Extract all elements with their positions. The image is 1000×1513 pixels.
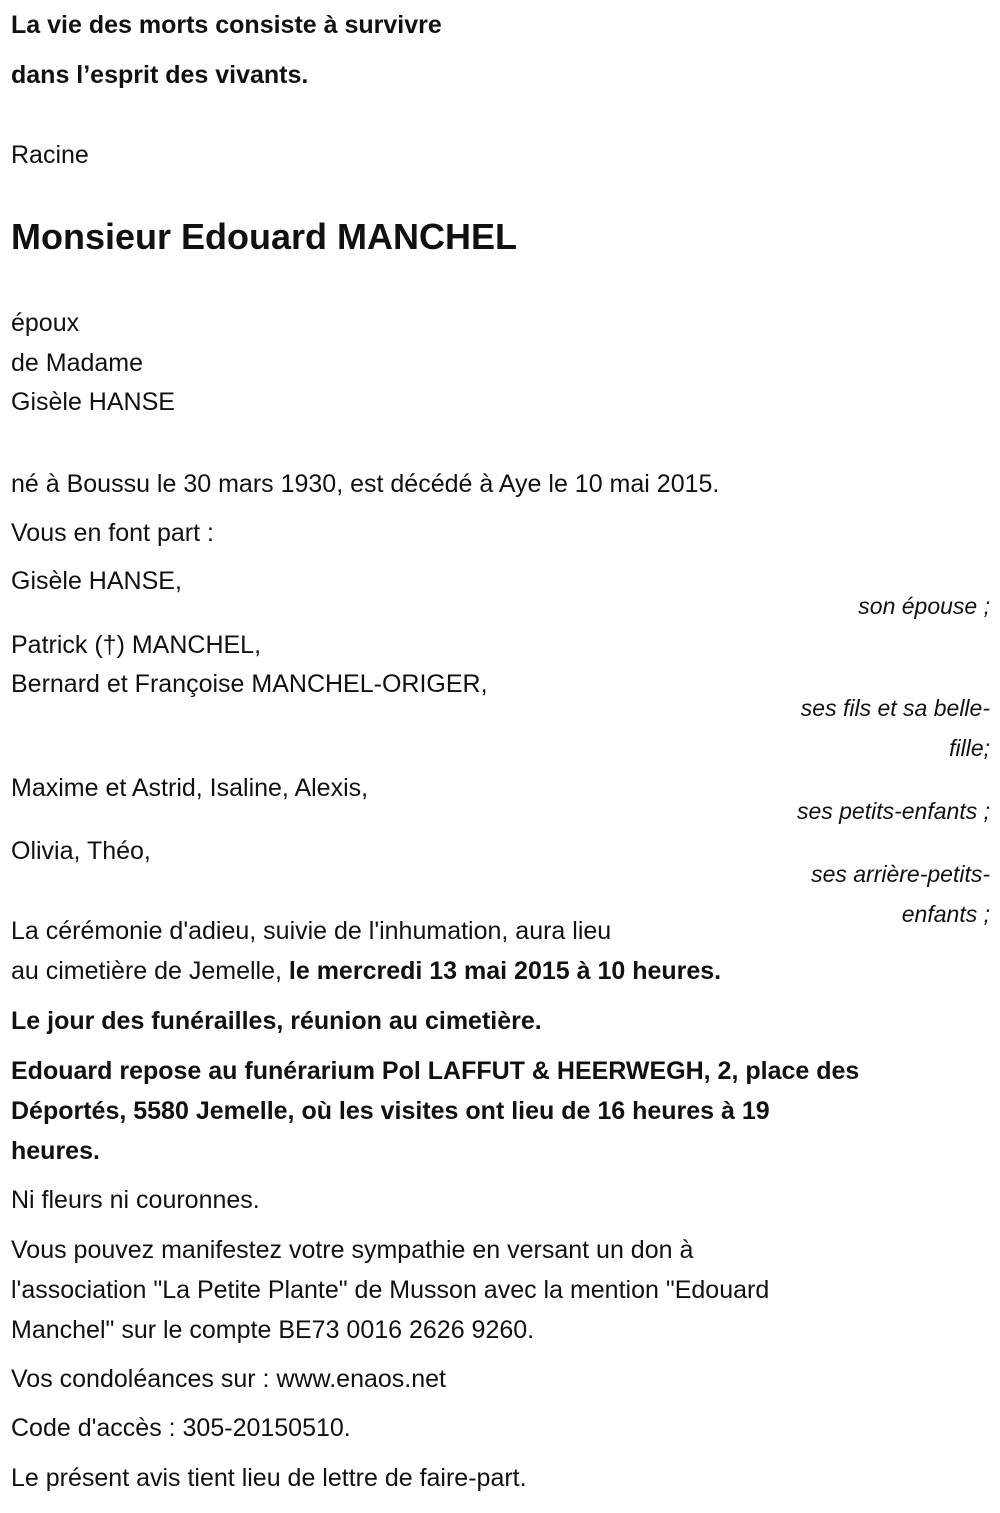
family-name: Patrick (†) MANCHEL, bbox=[11, 631, 262, 659]
access-code: Code d'accès : 305-20150510. bbox=[11, 1414, 351, 1442]
meeting-note: Le jour des funérailles, réunion au cimetière. bbox=[11, 1007, 542, 1035]
spouse-line: Gisèle HANSE bbox=[11, 388, 175, 416]
epigraph-line: dans l’esprit des vivants. bbox=[11, 61, 309, 89]
family-relation: ses fils et sa belle- bbox=[800, 695, 990, 721]
family-name: Gisèle HANSE, bbox=[11, 567, 182, 595]
donation-line: Manchel" sur le compte BE73 0016 2626 9260. bbox=[11, 1316, 535, 1344]
family-relation: ses arrière-petits- bbox=[811, 861, 990, 887]
epigraph-author: Racine bbox=[11, 141, 89, 169]
ceremony-line bbox=[11, 953, 721, 989]
ceremony-date: le mercredi 13 mai 2015 à 10 heures. bbox=[288, 957, 722, 985]
family-name: Olivia, Théo, bbox=[11, 837, 151, 865]
family-relation: enfants ; bbox=[901, 901, 990, 927]
spouse-line: de Madame bbox=[11, 349, 144, 377]
announcement-intro: Vous en font part : bbox=[11, 519, 214, 547]
family-relation: ses petits-enfants ; bbox=[796, 798, 990, 824]
viewing-line: Déportés, 5580 Jemelle, où les visites ont lieu de 16 heures à 19 bbox=[11, 1097, 770, 1125]
family-relation: fille; bbox=[949, 735, 990, 761]
condolences-link[interactable]: Vos condoléances sur : www.enaos.net bbox=[11, 1365, 446, 1393]
spouse-line: époux bbox=[11, 309, 80, 337]
family-relation: son épouse ; bbox=[858, 593, 990, 619]
ceremony-place: au cimetière de Jemelle, bbox=[11, 957, 289, 985]
donation-line: l'association "La Petite Plante" de Musson avec la mention "Edouard bbox=[11, 1276, 770, 1304]
epigraph-line: La vie des morts consiste à survivre bbox=[11, 11, 442, 39]
donation-line: Vous pouvez manifestez votre sympathie en versant un don à bbox=[11, 1236, 694, 1264]
deceased-name: Monsieur Edouard MANCHEL bbox=[11, 216, 518, 257]
family-name: Maxime et Astrid, Isaline, Alexis, bbox=[11, 774, 369, 802]
no-flowers: Ni fleurs ni couronnes. bbox=[11, 1186, 260, 1214]
ceremony-line: La cérémonie d'adieu, suivie de l'inhumation, aura lieu bbox=[11, 917, 612, 945]
viewing-line: heures. bbox=[11, 1137, 100, 1165]
birth-death: né à Boussu le 30 mars 1930, est décédé à Aye le 10 mai 2015. bbox=[11, 470, 720, 498]
viewing-line: Edouard repose au funérarium Pol LAFFUT & HEERWEGH, 2, place des bbox=[11, 1057, 860, 1085]
family-name: Bernard et Françoise MANCHEL-ORIGER, bbox=[11, 670, 488, 698]
closing-note: Le présent avis tient lieu de lettre de faire-part. bbox=[11, 1464, 527, 1492]
